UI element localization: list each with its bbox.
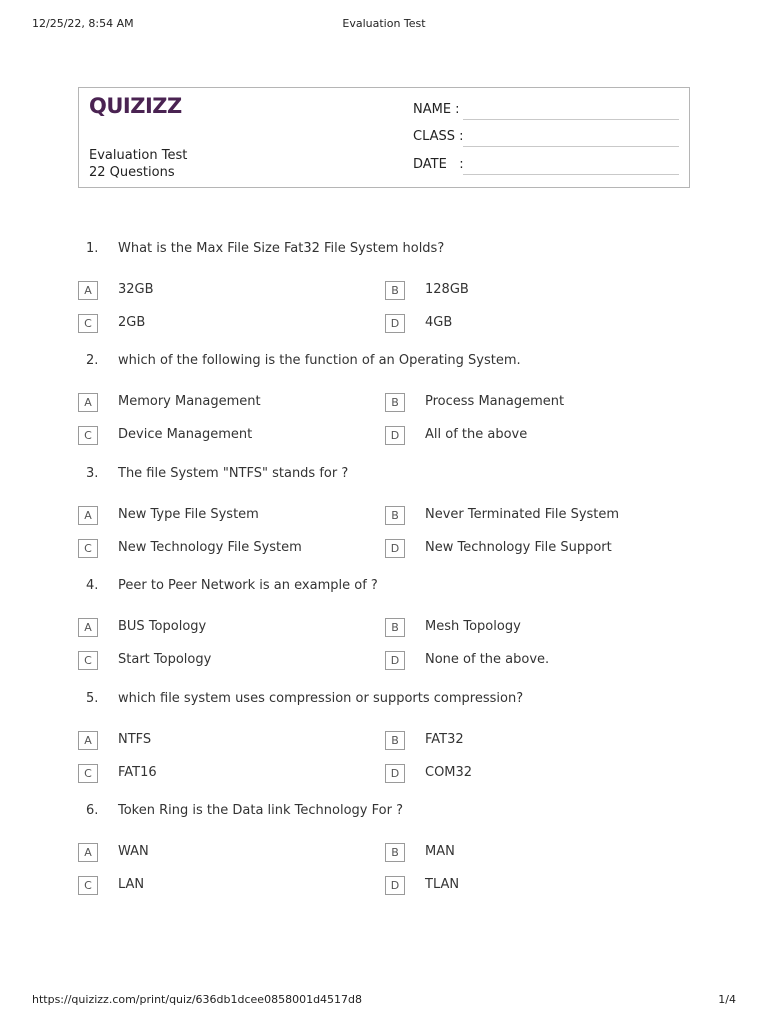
- option-letter-box: D: [385, 539, 405, 558]
- date-line: [463, 174, 679, 175]
- option-letter-box: B: [385, 281, 405, 300]
- option-text: None of the above.: [425, 652, 550, 667]
- option-text: 4GB: [425, 315, 453, 330]
- option-text: NTFS: [118, 732, 152, 747]
- option-text: COM32: [425, 765, 473, 780]
- option-text: 2GB: [118, 315, 146, 330]
- quiz-header-box: [78, 87, 690, 188]
- option-text: BUS Topology: [118, 619, 207, 634]
- question-item: [78, 691, 690, 801]
- option-text: WAN: [118, 844, 149, 859]
- option-letter-box: A: [78, 731, 98, 750]
- option-text: FAT32: [425, 732, 464, 747]
- question-number: 2.: [86, 353, 99, 368]
- question-item: [78, 803, 690, 913]
- option-text: Start Topology: [118, 652, 212, 667]
- option-letter-box: B: [385, 393, 405, 412]
- option-letter-box: C: [78, 764, 98, 783]
- option-text: New Technology File System: [118, 540, 302, 555]
- option-letter-box: B: [385, 731, 405, 750]
- question-item: [78, 353, 690, 463]
- option-text: New Technology File Support: [425, 540, 612, 555]
- option-text: Device Management: [118, 427, 253, 442]
- option-text: Mesh Topology: [425, 619, 521, 634]
- class-label: CLASS :: [413, 129, 464, 144]
- print-header: [32, 17, 736, 33]
- option-letter-box: B: [385, 843, 405, 862]
- date-label: DATE :: [413, 157, 464, 172]
- option-letter-box: D: [385, 876, 405, 895]
- option-text: 32GB: [118, 282, 154, 297]
- question-item: [78, 241, 690, 351]
- option-letter-box: C: [78, 539, 98, 558]
- option-letter-box: B: [385, 506, 405, 525]
- option-letter-box: A: [78, 843, 98, 862]
- question-text: Peer to Peer Network is an example of ?: [118, 578, 378, 593]
- question-text: Token Ring is the Data link Technology For ?: [118, 803, 403, 818]
- question-number: 4.: [86, 578, 99, 593]
- option-text: Process Management: [425, 394, 565, 409]
- question-text: What is the Max File Size Fat32 File System holds?: [118, 241, 445, 256]
- option-text: MAN: [425, 844, 455, 859]
- option-letter-box: C: [78, 426, 98, 445]
- name-line: [463, 119, 679, 120]
- option-letter-box: B: [385, 618, 405, 637]
- option-text: TLAN: [425, 877, 460, 892]
- question-text: which of the following is the function of an Operating System.: [118, 353, 521, 368]
- option-letter-box: D: [385, 651, 405, 670]
- option-letter-box: A: [78, 618, 98, 637]
- question-count: 22 Questions: [89, 165, 175, 180]
- option-letter-box: A: [78, 506, 98, 525]
- page-number: 1/4: [718, 993, 736, 1006]
- print-title: Evaluation Test: [342, 17, 426, 30]
- option-text: All of the above: [425, 427, 528, 442]
- print-footer: [32, 993, 736, 1009]
- option-text: 128GB: [425, 282, 469, 297]
- question-number: 6.: [86, 803, 99, 818]
- option-letter-box: C: [78, 876, 98, 895]
- option-letter-box: D: [385, 764, 405, 783]
- option-text: Memory Management: [118, 394, 261, 409]
- question-number: 1.: [86, 241, 99, 256]
- option-text: FAT16: [118, 765, 157, 780]
- option-letter-box: D: [385, 314, 405, 333]
- option-text: LAN: [118, 877, 145, 892]
- quiz-title: Evaluation Test: [89, 148, 188, 163]
- question-text: which file system uses compression or supports compression?: [118, 691, 524, 706]
- print-datetime: 12/25/22, 8:54 AM: [32, 17, 134, 30]
- question-item: [78, 466, 690, 576]
- quizizz-logo: QUIZIZZ: [89, 94, 182, 118]
- option-text: Never Terminated File System: [425, 507, 620, 522]
- question-number: 3.: [86, 466, 99, 481]
- question-number: 5.: [86, 691, 99, 706]
- option-letter-box: D: [385, 426, 405, 445]
- option-letter-box: A: [78, 393, 98, 412]
- print-url: https://quizizz.com/print/quiz/636db1dcee0858001d4517d8: [32, 993, 363, 1006]
- name-label: NAME :: [413, 102, 460, 117]
- question-item: [78, 578, 690, 688]
- option-text: New Type File System: [118, 507, 259, 522]
- option-letter-box: A: [78, 281, 98, 300]
- option-letter-box: C: [78, 314, 98, 333]
- class-line: [463, 146, 679, 147]
- question-text: The file System "NTFS" stands for ?: [118, 466, 349, 481]
- option-letter-box: C: [78, 651, 98, 670]
